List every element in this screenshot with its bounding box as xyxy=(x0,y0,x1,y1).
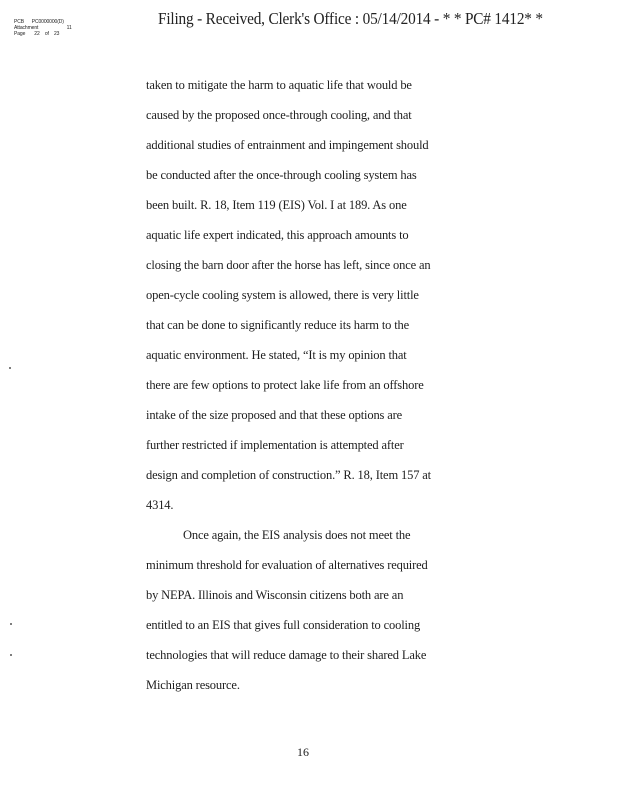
body-line: that can be done to significantly reduce its harm to the xyxy=(146,318,410,332)
scan-speck xyxy=(10,623,12,625)
scan-speck xyxy=(9,367,11,369)
body-line: Michigan resource. xyxy=(146,678,240,692)
page-number: 16 xyxy=(297,745,309,759)
body-line: aquatic environment. He stated, “It is my opinion that xyxy=(146,348,407,362)
body-line: been built. R. 18, Item 119 (EIS) Vol. I at 189. As one xyxy=(146,198,407,212)
body-line: 4314. xyxy=(146,498,174,512)
body-line: minimum threshold for evaluation of alternatives required xyxy=(146,558,428,572)
body-line: be conducted after the once-through cooling system has xyxy=(146,168,417,182)
body-line: technologies that will reduce damage to their shared Lake xyxy=(146,648,427,662)
body-line: there are few options to protect lake life from an offshore xyxy=(146,378,424,392)
body-line: further restricted if implementation is attempted after xyxy=(146,438,404,452)
stamp-line-attachment: Attachment 11 xyxy=(14,25,72,31)
stamp-line-docket: PCB PC0000000(D) xyxy=(14,19,64,25)
body-line: aquatic life expert indicated, this approach amounts to xyxy=(146,228,409,242)
scan-speck xyxy=(10,654,12,656)
body-line: design and completion of construction.” R. 18, Item 157 at xyxy=(146,468,431,482)
body-line: open-cycle cooling system is allowed, there is very little xyxy=(146,288,419,302)
body-line: caused by the proposed once-through cooling, and that xyxy=(146,108,412,122)
stamp-line-page: Page 22 of 23 xyxy=(14,31,60,37)
body-line: closing the barn door after the horse has left, since once an xyxy=(146,258,431,272)
document-body xyxy=(146,70,466,700)
body-line: by NEPA. Illinois and Wisconsin citizens both are an xyxy=(146,588,404,602)
body-line: additional studies of entrainment and impingement should xyxy=(146,138,429,152)
body-line: intake of the size proposed and that these options are xyxy=(146,408,403,422)
paragraph-start-line: Once again, the EIS analysis does not meet the xyxy=(183,528,411,542)
body-line: entitled to an EIS that gives full consideration to cooling xyxy=(146,618,421,632)
filing-header: Filing - Received, Clerk's Office : 05/14/2014 - * * PC# 1412* * xyxy=(158,9,543,28)
body-line: taken to mitigate the harm to aquatic life that would be xyxy=(146,78,412,92)
filing-stamp xyxy=(14,19,72,37)
